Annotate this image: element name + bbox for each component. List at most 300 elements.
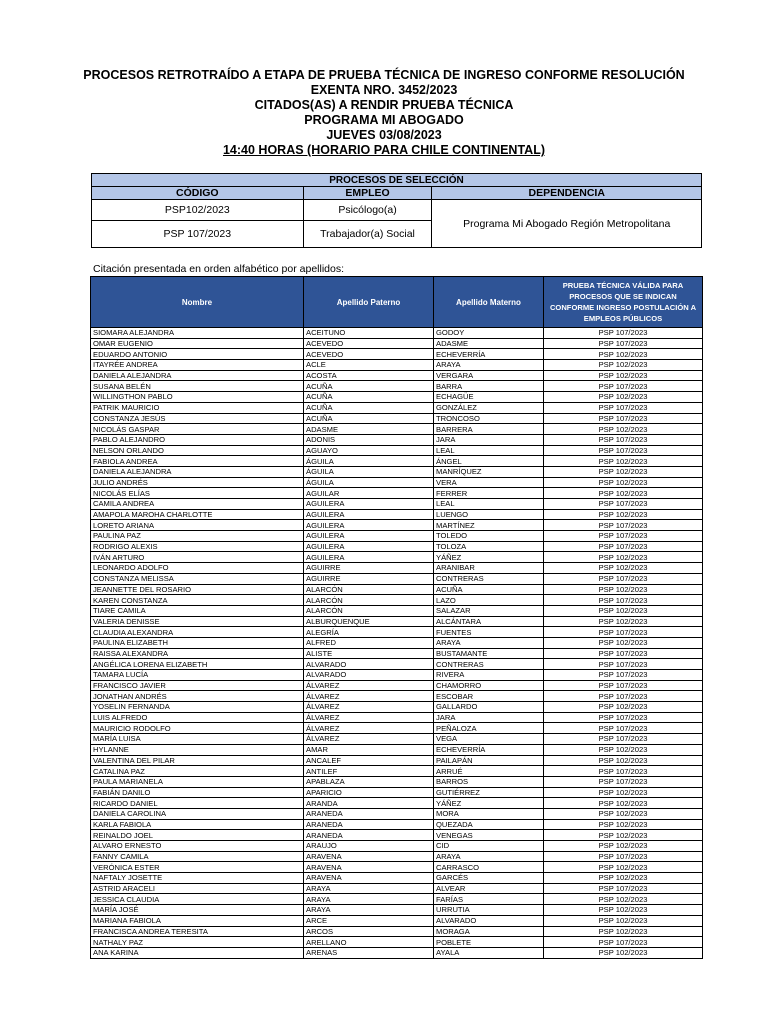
cell-apellido-materno: VEGA (434, 734, 544, 745)
cell-prueba: PSP 102/2023 (544, 841, 703, 852)
cell-apellido-materno: GONZÁLEZ (434, 402, 544, 413)
table-row (91, 488, 703, 499)
cell-nombre: FABIÁN DANILO (91, 787, 304, 798)
cell-nombre: LUIS ALFREDO (91, 712, 304, 723)
cell-apellido-paterno: AGUILAR (304, 488, 434, 499)
cell-apellido-materno: JARA (434, 434, 544, 445)
cell-prueba: PSP 102/2023 (544, 915, 703, 926)
table-row (91, 381, 703, 392)
cell-apellido-materno: ACUÑA (434, 584, 544, 595)
cell-nombre: JULIO ANDRÉS (91, 477, 304, 488)
table-row (91, 680, 703, 691)
cell-prueba: PSP 102/2023 (544, 488, 703, 499)
cell-nombre: PAULINA PAZ (91, 531, 304, 542)
table-row (91, 723, 703, 734)
processes-table (91, 173, 702, 248)
header-prueba-tecnica: PRUEBA TÉCNICA VÁLIDA PARA PROCESOS QUE SE INDICAN CONFORME INGRESO POSTULACIÓN A EMPLEOS PÚBLICOS (544, 277, 703, 328)
cell-prueba: PSP 102/2023 (544, 873, 703, 884)
cell-apellido-materno: CONTRERAS (434, 659, 544, 670)
cell-prueba: PSP 107/2023 (544, 445, 703, 456)
cell-apellido-paterno: ANCALEF (304, 755, 434, 766)
cell-apellido-paterno: ÁGUILA (304, 456, 434, 467)
cell-prueba: PSP 107/2023 (544, 499, 703, 510)
heading-line-5: JUEVES 03/08/2023 (326, 128, 442, 142)
table-row (91, 819, 703, 830)
cell-nombre: KARLA FABIOLA (91, 819, 304, 830)
cell-apellido-materno: QUEZADA (434, 819, 544, 830)
table-row (91, 328, 703, 339)
cell-apellido-paterno: ACUÑA (304, 413, 434, 424)
cell-apellido-paterno: ACOSTA (304, 370, 434, 381)
cell-prueba: PSP 102/2023 (544, 349, 703, 360)
process-code: PSP102/2023 (92, 200, 304, 221)
document-heading (0, 68, 768, 158)
cell-nombre: PAULA MARIANELA (91, 776, 304, 787)
cell-apellido-paterno: AGUILERA (304, 509, 434, 520)
cell-apellido-paterno: ANTILEF (304, 766, 434, 777)
cell-apellido-paterno: ALARCÓN (304, 605, 434, 616)
cell-apellido-paterno: ARAUJO (304, 841, 434, 852)
cell-nombre: ALVARO ERNESTO (91, 841, 304, 852)
cell-apellido-paterno: ÁLVAREZ (304, 723, 434, 734)
cell-apellido-materno: ARAYA (434, 637, 544, 648)
cell-prueba: PSP 102/2023 (544, 584, 703, 595)
cell-prueba: PSP 107/2023 (544, 413, 703, 424)
table-row (91, 915, 703, 926)
process-code: PSP 107/2023 (92, 221, 304, 248)
cell-apellido-paterno: ÁLVAREZ (304, 702, 434, 713)
cell-nombre: RAISSA ALEXANDRA (91, 648, 304, 659)
cell-apellido-paterno: ALEGRÍA (304, 627, 434, 638)
cell-prueba: PSP 107/2023 (544, 659, 703, 670)
table-row (91, 766, 703, 777)
heading-line-3: CITADOS(AS) A RENDIR PRUEBA TÉCNICA (254, 98, 514, 112)
table-row (91, 734, 703, 745)
table-row (91, 573, 703, 584)
cell-nombre: FRANCISCO JAVIER (91, 680, 304, 691)
header-nombre: Nombre (91, 277, 304, 328)
cell-apellido-paterno: ÁLVAREZ (304, 680, 434, 691)
cell-nombre: CONSTANZA MELISSA (91, 573, 304, 584)
cell-apellido-materno: TOLEDO (434, 531, 544, 542)
cell-nombre: RICARDO DANIEL (91, 798, 304, 809)
cell-apellido-materno: ESCOBAR (434, 691, 544, 702)
cell-apellido-paterno: ARENAS (304, 947, 434, 958)
cell-apellido-materno: MORAGA (434, 926, 544, 937)
cell-nombre: HYLANNE (91, 744, 304, 755)
table-row (91, 926, 703, 937)
cell-apellido-paterno: ARAVENA (304, 873, 434, 884)
cell-nombre: ITAYRÉE ANDREA (91, 360, 304, 371)
cell-prueba: PSP 102/2023 (544, 744, 703, 755)
cell-apellido-materno: TRONCOSO (434, 413, 544, 424)
table-row (91, 466, 703, 477)
cell-prueba: PSP 107/2023 (544, 541, 703, 552)
cell-apellido-materno: GUTIÉRREZ (434, 787, 544, 798)
cell-nombre: MARÍA JOSÉ (91, 905, 304, 916)
cell-apellido-paterno: ACUÑA (304, 402, 434, 413)
cell-nombre: ANA KARINA (91, 947, 304, 958)
heading-line-1: PROCESOS RETROTRAÍDO A ETAPA DE PRUEBA TÉCNICA DE INGRESO CONFORME RESOLUCIÓN (83, 68, 685, 82)
candidates-body (91, 328, 703, 959)
cell-prueba: PSP 102/2023 (544, 798, 703, 809)
cell-apellido-paterno: ALARCÓN (304, 595, 434, 606)
cell-apellido-materno: MORA (434, 808, 544, 819)
cell-nombre: NICOLÁS ELÍAS (91, 488, 304, 499)
cell-apellido-paterno: ALVARADO (304, 670, 434, 681)
cell-apellido-materno: YÁÑEZ (434, 798, 544, 809)
cell-apellido-materno: LAZO (434, 595, 544, 606)
cell-prueba: PSP 102/2023 (544, 637, 703, 648)
cell-prueba: PSP 107/2023 (544, 595, 703, 606)
table-row (91, 670, 703, 681)
cell-apellido-materno: CARRASCO (434, 862, 544, 873)
cell-apellido-materno: PAILAPÁN (434, 755, 544, 766)
table-row (91, 883, 703, 894)
table-row (91, 584, 703, 595)
cell-nombre: IVÁN ARTURO (91, 552, 304, 563)
cell-prueba: PSP 102/2023 (544, 787, 703, 798)
cell-nombre: EDUARDO ANTONIO (91, 349, 304, 360)
table-row (91, 659, 703, 670)
cell-apellido-materno: CONTRERAS (434, 573, 544, 584)
cell-apellido-paterno: ÁLVAREZ (304, 734, 434, 745)
cell-apellido-paterno: ALBURQUENQUE (304, 616, 434, 627)
cell-nombre: RODRIGO ALEXIS (91, 541, 304, 552)
cell-nombre: NICOLÁS GASPAR (91, 424, 304, 435)
cell-nombre: CAMILA ANDREA (91, 499, 304, 510)
cell-prueba: PSP 102/2023 (544, 424, 703, 435)
cell-apellido-paterno: ALFRED (304, 637, 434, 648)
cell-prueba: PSP 102/2023 (544, 947, 703, 958)
cell-apellido-paterno: ARANEDA (304, 808, 434, 819)
cell-prueba: PSP 102/2023 (544, 563, 703, 574)
table-row (91, 520, 703, 531)
process-dependency: Programa Mi Abogado Región Metropolitana (432, 200, 702, 248)
cell-prueba: PSP 107/2023 (544, 883, 703, 894)
cell-apellido-materno: ALCÁNTARA (434, 616, 544, 627)
table-row (91, 637, 703, 648)
cell-apellido-paterno: AGUIRRE (304, 563, 434, 574)
cell-prueba: PSP 107/2023 (544, 520, 703, 531)
cell-apellido-materno: ARANIBAR (434, 563, 544, 574)
cell-apellido-materno: SALAZAR (434, 605, 544, 616)
cell-apellido-materno: BARRA (434, 381, 544, 392)
cell-apellido-paterno: ARAYA (304, 894, 434, 905)
table-row (91, 552, 703, 563)
cell-nombre: PATRIK MAURICIO (91, 402, 304, 413)
table-row (91, 947, 703, 958)
cell-prueba: PSP 107/2023 (544, 670, 703, 681)
cell-apellido-materno: VERGARA (434, 370, 544, 381)
cell-nombre: LORETO ARIANA (91, 520, 304, 531)
cell-nombre: AMAPOLA MAROHA CHARLOTTE (91, 509, 304, 520)
table-row (91, 445, 703, 456)
cell-apellido-materno: BUSTAMANTE (434, 648, 544, 659)
table-row (91, 477, 703, 488)
cell-prueba: PSP 102/2023 (544, 894, 703, 905)
cell-apellido-materno: BARROS (434, 776, 544, 787)
table-row (91, 648, 703, 659)
cell-apellido-materno: ECHAGÜE (434, 392, 544, 403)
cell-apellido-paterno: ARCOS (304, 926, 434, 937)
cell-prueba: PSP 107/2023 (544, 531, 703, 542)
processes-header-job: EMPLEO (303, 187, 432, 200)
cell-apellido-materno: ARAYA (434, 360, 544, 371)
cell-nombre: TAMARA LUCÍA (91, 670, 304, 681)
cell-apellido-paterno: ÁGUILA (304, 466, 434, 477)
table-row (91, 349, 703, 360)
cell-prueba: PSP 102/2023 (544, 755, 703, 766)
cell-apellido-paterno: ARAYA (304, 883, 434, 894)
table-row (91, 456, 703, 467)
cell-apellido-materno: ECHEVERRÍA (434, 744, 544, 755)
table-row (91, 338, 703, 349)
cell-apellido-paterno: ARCE (304, 915, 434, 926)
cell-nombre: NATHALY PAZ (91, 937, 304, 948)
cell-prueba: PSP 107/2023 (544, 381, 703, 392)
cell-prueba: PSP 107/2023 (544, 627, 703, 638)
cell-prueba: PSP 102/2023 (544, 819, 703, 830)
cell-apellido-materno: MANRÍQUEZ (434, 466, 544, 477)
cell-apellido-paterno: ALISTE (304, 648, 434, 659)
cell-apellido-paterno: ARAVENA (304, 862, 434, 873)
cell-apellido-paterno: ADASME (304, 424, 434, 435)
cell-prueba: PSP 102/2023 (544, 605, 703, 616)
table-row (91, 787, 703, 798)
cell-nombre: SIOMARA ALEJANDRA (91, 328, 304, 339)
cell-apellido-paterno: ÁLVAREZ (304, 691, 434, 702)
cell-apellido-paterno: AGUIRRE (304, 573, 434, 584)
processes-header-dependency: DEPENDENCIA (432, 187, 702, 200)
cell-apellido-paterno: AGUILERA (304, 531, 434, 542)
table-row (91, 894, 703, 905)
cell-apellido-materno: FARÍAS (434, 894, 544, 905)
table-row (91, 627, 703, 638)
cell-apellido-paterno: AGUAYO (304, 445, 434, 456)
cell-nombre: WILLINGTHON PABLO (91, 392, 304, 403)
cell-apellido-paterno: ARELLANO (304, 937, 434, 948)
cell-prueba: PSP 102/2023 (544, 456, 703, 467)
cell-prueba: PSP 102/2023 (544, 616, 703, 627)
cell-apellido-materno: BARRERA (434, 424, 544, 435)
table-row (91, 755, 703, 766)
table-row (91, 392, 703, 403)
cell-apellido-materno: LEAL (434, 445, 544, 456)
cell-prueba: PSP 107/2023 (544, 723, 703, 734)
cell-apellido-materno: FUENTES (434, 627, 544, 638)
cell-apellido-paterno: AGUILERA (304, 499, 434, 510)
table-row (91, 862, 703, 873)
cell-apellido-paterno: ACEVEDO (304, 349, 434, 360)
cell-prueba: PSP 107/2023 (544, 937, 703, 948)
intro-text: Citación presentada en orden alfabético por apellidos: (93, 263, 345, 275)
processes-title: PROCESOS DE SELECCIÓN (92, 174, 702, 187)
cell-prueba: PSP 107/2023 (544, 573, 703, 584)
cell-nombre: DANIELA CAROLINA (91, 808, 304, 819)
cell-apellido-materno: VERA (434, 477, 544, 488)
cell-apellido-paterno: AGUILERA (304, 541, 434, 552)
cell-nombre: PABLO ALEJANDRO (91, 434, 304, 445)
cell-nombre: JONATHAN ANDRÉS (91, 691, 304, 702)
heading-line-6: 14:40 HORAS (HORARIO PARA CHILE CONTINENTAL) (222, 143, 545, 157)
cell-apellido-paterno: ALARCÓN (304, 584, 434, 595)
cell-apellido-paterno: ALVARADO (304, 659, 434, 670)
cell-prueba: PSP 107/2023 (544, 776, 703, 787)
table-row (91, 808, 703, 819)
cell-apellido-materno: GARCÉS (434, 873, 544, 884)
cell-nombre: FANNY CAMILA (91, 851, 304, 862)
cell-nombre: YOSELIN FERNANDA (91, 702, 304, 713)
cell-nombre: DANIELA ALEJANDRA (91, 370, 304, 381)
cell-apellido-paterno: AMAR (304, 744, 434, 755)
table-row (91, 702, 703, 713)
candidates-table (90, 276, 703, 959)
cell-apellido-paterno: APABLAZA (304, 776, 434, 787)
cell-nombre: PAULINA ELIZABETH (91, 637, 304, 648)
table-row (91, 434, 703, 445)
cell-prueba: PSP 102/2023 (544, 702, 703, 713)
table-row (91, 563, 703, 574)
cell-prueba: PSP 107/2023 (544, 734, 703, 745)
table-row (91, 937, 703, 948)
cell-prueba: PSP 102/2023 (544, 926, 703, 937)
cell-apellido-materno: LEAL (434, 499, 544, 510)
heading-line-4: PROGRAMA MI ABOGADO (304, 113, 464, 127)
table-row (91, 905, 703, 916)
cell-nombre: SUSANA BELÉN (91, 381, 304, 392)
processes-header-code: CÓDIGO (92, 187, 304, 200)
cell-apellido-paterno: ACEVEDO (304, 338, 434, 349)
cell-apellido-materno: MARTÍNEZ (434, 520, 544, 531)
cell-prueba: PSP 107/2023 (544, 766, 703, 777)
table-row (91, 509, 703, 520)
cell-apellido-materno: ARAYA (434, 851, 544, 862)
cell-prueba: PSP 102/2023 (544, 392, 703, 403)
table-row (91, 616, 703, 627)
cell-prueba: PSP 107/2023 (544, 402, 703, 413)
cell-prueba: PSP 107/2023 (544, 691, 703, 702)
cell-nombre: VALENTINA DEL PILAR (91, 755, 304, 766)
cell-apellido-paterno: ARAVENA (304, 851, 434, 862)
heading-line-2: EXENTA NRO. 3452/2023 (310, 83, 458, 97)
cell-apellido-materno: VENEGAS (434, 830, 544, 841)
cell-apellido-materno: URRUTIA (434, 905, 544, 916)
cell-apellido-materno: ARRUÉ (434, 766, 544, 777)
cell-apellido-materno: RIVERA (434, 670, 544, 681)
cell-nombre: MARÍA LUISA (91, 734, 304, 745)
cell-apellido-materno: ALVEAR (434, 883, 544, 894)
table-row (91, 402, 703, 413)
cell-prueba: PSP 102/2023 (544, 477, 703, 488)
table-row (91, 712, 703, 723)
cell-nombre: CLAUDIA ALEXANDRA (91, 627, 304, 638)
cell-nombre: CONSTANZA JESÚS (91, 413, 304, 424)
cell-nombre: KAREN CONSTANZA (91, 595, 304, 606)
cell-apellido-materno: POBLETE (434, 937, 544, 948)
table-row (91, 841, 703, 852)
cell-prueba: PSP 102/2023 (544, 905, 703, 916)
cell-apellido-materno: FERRER (434, 488, 544, 499)
cell-nombre: MAURICIO RODOLFO (91, 723, 304, 734)
cell-apellido-materno: CHAMORRO (434, 680, 544, 691)
cell-apellido-materno: ECHEVERRÍA (434, 349, 544, 360)
cell-nombre: OMAR EUGENIO (91, 338, 304, 349)
cell-apellido-materno: CID (434, 841, 544, 852)
cell-prueba: PSP 107/2023 (544, 680, 703, 691)
table-row (91, 691, 703, 702)
table-row (91, 499, 703, 510)
cell-nombre: JEANNETTE DEL ROSARIO (91, 584, 304, 595)
cell-nombre: NAFTALY JOSETTE (91, 873, 304, 884)
cell-nombre: JESSICA CLAUDIA (91, 894, 304, 905)
cell-nombre: DANIELA ALEJANDRA (91, 466, 304, 477)
header-apellido-paterno: Apellido Paterno (304, 277, 434, 328)
cell-prueba: PSP 102/2023 (544, 509, 703, 520)
table-row (91, 873, 703, 884)
process-job: Psicólogo(a) (303, 200, 432, 221)
cell-prueba: PSP 102/2023 (544, 360, 703, 371)
cell-prueba: PSP 107/2023 (544, 648, 703, 659)
cell-nombre: LEONARDO ADOLFO (91, 563, 304, 574)
table-row (91, 541, 703, 552)
table-row (91, 595, 703, 606)
table-row (91, 830, 703, 841)
cell-apellido-paterno: ÁLVAREZ (304, 712, 434, 723)
cell-nombre: VALERIA DENISSE (91, 616, 304, 627)
cell-nombre: MARIANA FABIOLA (91, 915, 304, 926)
cell-apellido-materno: ALVARADO (434, 915, 544, 926)
cell-prueba: PSP 102/2023 (544, 466, 703, 477)
cell-nombre: ANGÉLICA LORENA ELIZABETH (91, 659, 304, 670)
cell-prueba: PSP 102/2023 (544, 370, 703, 381)
cell-apellido-materno: JARA (434, 712, 544, 723)
table-row (91, 798, 703, 809)
cell-prueba: PSP 102/2023 (544, 552, 703, 563)
cell-apellido-paterno: ACUÑA (304, 381, 434, 392)
cell-apellido-materno: GODOY (434, 328, 544, 339)
table-row (91, 531, 703, 542)
cell-apellido-paterno: AGUILERA (304, 520, 434, 531)
table-row (91, 744, 703, 755)
cell-apellido-materno: LUENGO (434, 509, 544, 520)
cell-apellido-paterno: ADONIS (304, 434, 434, 445)
cell-prueba: PSP 107/2023 (544, 338, 703, 349)
table-row (91, 776, 703, 787)
cell-apellido-paterno: ÁGUILA (304, 477, 434, 488)
cell-prueba: PSP 107/2023 (544, 328, 703, 339)
process-job: Trabajador(a) Social (303, 221, 432, 248)
cell-nombre: TIARE CAMILA (91, 605, 304, 616)
cell-apellido-paterno: ARANEDA (304, 830, 434, 841)
cell-nombre: ASTRID ARACELI (91, 883, 304, 894)
cell-prueba: PSP 107/2023 (544, 712, 703, 723)
table-row (91, 360, 703, 371)
cell-apellido-paterno: ACLE (304, 360, 434, 371)
cell-apellido-paterno: ARAYA (304, 905, 434, 916)
table-row (91, 424, 703, 435)
cell-apellido-materno: YÁÑEZ (434, 552, 544, 563)
header-apellido-materno: Apellido Materno (434, 277, 544, 328)
cell-nombre: NELSON ORLANDO (91, 445, 304, 456)
table-row (91, 413, 703, 424)
cell-apellido-paterno: AGUILERA (304, 552, 434, 563)
cell-prueba: PSP 102/2023 (544, 808, 703, 819)
cell-apellido-materno: TOLOZA (434, 541, 544, 552)
cell-apellido-materno: GALLARDO (434, 702, 544, 713)
cell-prueba: PSP 102/2023 (544, 862, 703, 873)
cell-nombre: VERÓNICA ESTER (91, 862, 304, 873)
